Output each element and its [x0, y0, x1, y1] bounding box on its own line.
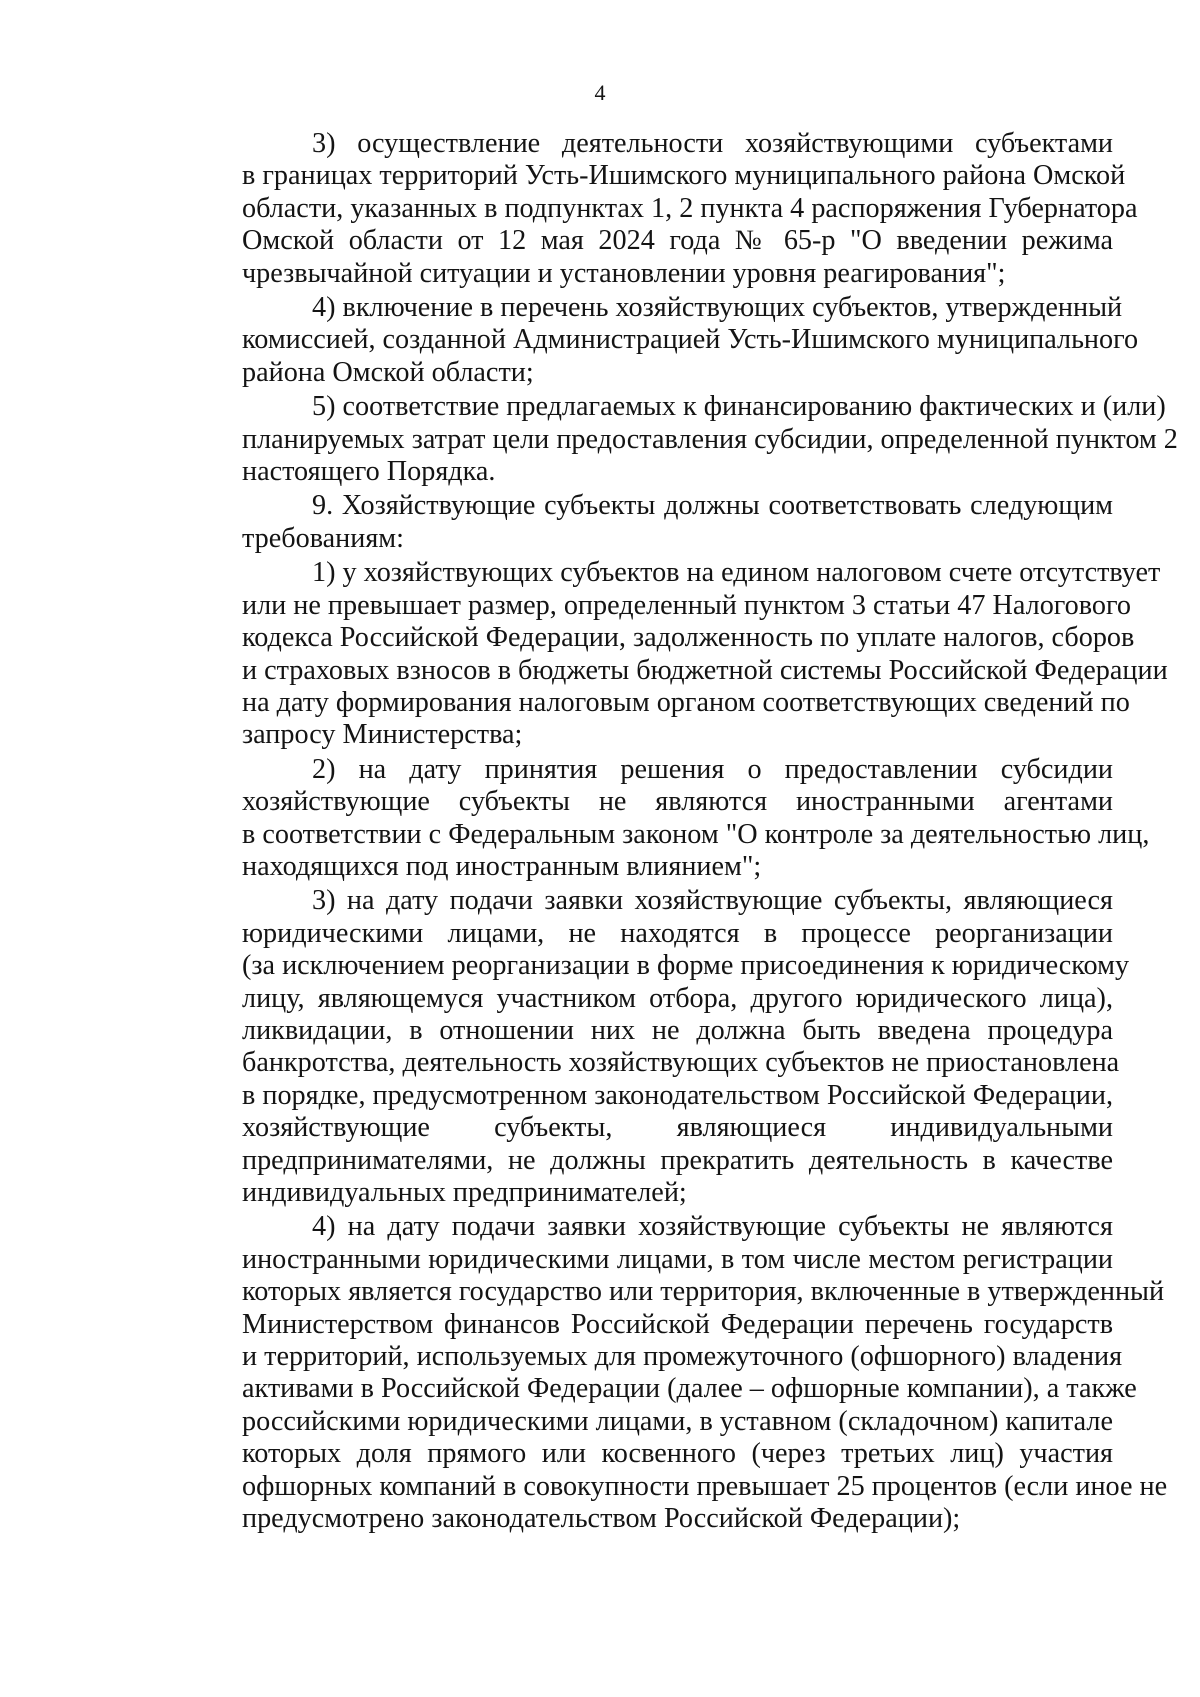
text-line: которых доля прямого или косвенного (через третьих лиц) участия [242, 1438, 1113, 1470]
text-line: офшорных компаний в совокупности превышает 25 процентов (если иное не [242, 1470, 1168, 1502]
text-line: ликвидации, в отношении них не должна быть введена процедура [242, 1014, 1113, 1046]
text-line: требованиям: [242, 522, 404, 554]
text-line: комиссией, созданной Администрацией Усть-Ишимского муниципального [242, 324, 1139, 356]
paragraph-req-4-offshore [172, 1211, 1168, 1535]
paragraph-req-2-foreign-agents [172, 753, 1150, 884]
text-line: чрезвычайной ситуации и установлении уровня реагирования"; [242, 257, 1006, 289]
text-line: 4) на дату подачи заявки хозяйствующие субъекты не являются [312, 1211, 1113, 1243]
text-line: хозяйствующие субъекты, являющиеся индивидуальными [242, 1112, 1113, 1144]
text-line: Омской области от 12 мая 2024 года № 65-р "О введении режима [242, 225, 1113, 257]
text-line: в соответствии с Федеральным законом "О контроле за деятельностью лиц, [242, 818, 1150, 850]
text-line: Министерством финансов Российской Федерации перечень государств [242, 1308, 1113, 1340]
text-line: или не превышает размер, определенный пунктом 3 статьи 47 Налогового [242, 589, 1131, 621]
text-line: 5) соответствие предлагаемых к финансированию фактических и (или) [312, 391, 1166, 423]
text-line: находящихся под иностранным влиянием"; [242, 850, 762, 882]
text-line: кодекса Российской Федерации, задолженность по уплате налогов, сборов [242, 622, 1135, 654]
text-line: и территорий, используемых для промежуточного (офшорного) владения [242, 1341, 1123, 1373]
text-line: банкротства, деятельность хозяйствующих субъектов не приостановлена [242, 1047, 1120, 1079]
text-line: области, указанных в подпунктах 1, 2 пункта 4 распоряжения Губернатора [242, 192, 1138, 224]
text-line: 3) осуществление деятельности хозяйствующими субъектами [312, 128, 1113, 159]
text-line: (за исключением реорганизации в форме присоединения к юридическому [242, 950, 1130, 982]
paragraph-req-1-tax [172, 557, 1168, 751]
paragraph-req-3-reorganization [172, 885, 1130, 1209]
text-line: активами в Российской Федерации (далее – офшорные компании), а также [242, 1373, 1137, 1405]
text-line: и страховых взносов в бюджеты бюджетной системы Российской Федерации [242, 654, 1168, 686]
text-line: юридическими лицами, не находятся в процессе реорганизации [242, 917, 1113, 949]
paragraph-item-3-activity [172, 128, 1138, 290]
paragraph-item-4-list [172, 292, 1139, 389]
text-line: района Омской области; [242, 356, 534, 388]
page-number: 4 [594, 80, 606, 105]
text-line: 9. Хозяйствующие субъекты должны соответствовать следующим [312, 490, 1113, 522]
text-line: планируемых затрат цели предоставления субсидии, определенной пунктом 2 [242, 423, 1178, 455]
text-line: 3) на дату подачи заявки хозяйствующие субъекты, являющиеся [312, 885, 1113, 917]
text-line: настоящего Порядка. [242, 456, 496, 488]
text-line: в порядке, предусмотренном законодательством Российской Федерации, [242, 1079, 1113, 1111]
text-line: лицу, являющемуся участником отбора, другого юридического лица), [242, 982, 1113, 1014]
text-line: предпринимателями, не должны прекратить деятельность в качестве [242, 1144, 1113, 1176]
text-line: российскими юридическими лицами, в уставном (складочном) капитале [242, 1405, 1113, 1437]
text-line: предусмотрено законодательством Российской Федерации); [242, 1503, 961, 1535]
text-line: индивидуальных предпринимателей; [242, 1177, 687, 1208]
text-line: запросу Министерства; [242, 719, 523, 751]
text-line: на дату формирования налоговым органом соответствующих сведений по [242, 686, 1130, 718]
paragraph-clause-9 [172, 490, 1113, 555]
paragraph-item-5-costs [172, 391, 1178, 488]
text-line: 1) у хозяйствующих субъектов на едином налоговом счете отсутствует [312, 557, 1161, 589]
text-line: 2) на дату принятия решения о предоставлении субсидии [312, 753, 1113, 785]
text-line: иностранными юридическими лицами, в том числе местом регистрации [242, 1243, 1113, 1275]
text-line: 4) включение в перечень хозяйствующих субъектов, утвержденный [312, 292, 1123, 324]
text-line: в границах территорий Усть-Ишимского муниципального района Омской [242, 160, 1126, 192]
document-body [172, 128, 1178, 1537]
text-line: хозяйствующие субъекты не являются иностранными агентами [242, 786, 1113, 818]
text-line: которых является государство или территория, включенные в утвержденный [242, 1276, 1165, 1308]
